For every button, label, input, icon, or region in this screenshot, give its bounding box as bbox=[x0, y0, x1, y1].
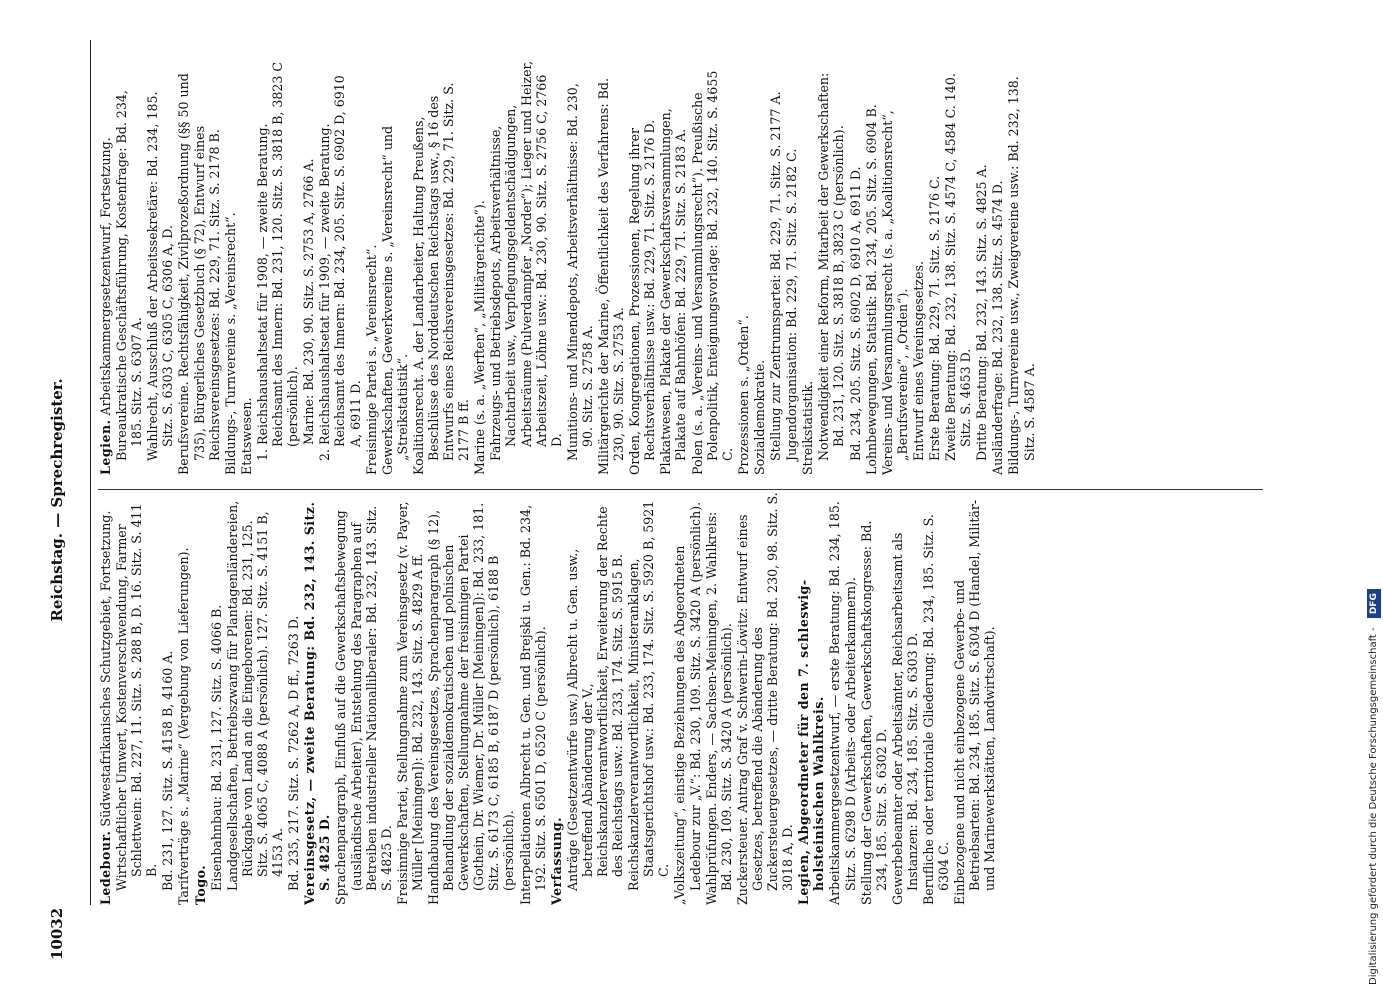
right-column bbox=[98, 60, 1258, 475]
index-entry bbox=[380, 60, 410, 475]
entry-text: Anträge (Gesetzentwürfe usw.) Albrecht u. Gen. usw., betreffend Abänderung der V., Reichskanzlerverantwortlichkeit, Erweiterung der Rechte des Reichstags usw.: Bd. 233, 174. Sitz. S. 5915 B. bbox=[564, 506, 626, 891]
entry-text: Landgesellschaften, Betriebszwang für Plantagenländereien, Rückgabe von Land an die Eingeborenen: Bd. 231, 125. Sitz. S. 4065 C, 4088 A (persönlich). 127. Sitz. S. 4151 B, 4153 A. bbox=[224, 500, 286, 891]
entry-text: Freisinnige Partei, Stellungnahme zum Vereinsgesetz (v. Payer, Müller [Meiningen]): Bd. 232, 143. Sitz. S. 4829 A ff. bbox=[394, 501, 425, 905]
entry-text: Freisinnige Partei s. „Vereinsrecht“. bbox=[363, 244, 379, 475]
index-entry bbox=[565, 60, 595, 475]
index-entry bbox=[859, 490, 889, 905]
entry-text: Etatswesen. bbox=[238, 397, 254, 475]
entry-text: Zweite Beratung: Bd. 232, 138. Sitz. S. 4574 C, 4584 C. 140. Sitz. S. 4653 D. bbox=[943, 73, 974, 461]
entry-heading: Ledebour. bbox=[98, 830, 113, 905]
index-entry bbox=[827, 490, 857, 905]
index-entry bbox=[890, 490, 920, 905]
index-entry bbox=[784, 60, 799, 475]
entry-text: Lohnbewegungen, Statistik: Bd. 234, 205. Sitz. S. 6904 B. bbox=[863, 104, 879, 475]
index-entry bbox=[255, 60, 300, 475]
entry-text: Zuckersteuer. Antrag Graf v. Schwerin-Löwitz: Entwurf eines Gesetzes, betreffend die Abänderung des Zuckersteuergesetzes, — dritte Beratung: Bd. 230, 98. Sitz. S. 3018 A, D. bbox=[734, 492, 796, 905]
index-entry bbox=[672, 490, 702, 905]
index-entry bbox=[98, 60, 113, 475]
index-entry bbox=[864, 60, 879, 475]
index-entry bbox=[301, 60, 316, 475]
entry-text: Dritte Beratung: Bd. 232, 143. Sitz. S. 4825 A. bbox=[974, 164, 990, 461]
entry-text: Reichskanzlerverantwortlichkeit, Ministeranklagen, Staatsgerichtshof usw.: Bd. 233, 174. Sitz. S. 5920 B, 5921 C. bbox=[626, 500, 672, 891]
entry-text: Bd. 234, 205. Sitz. S. 6902 D, 6910 A, 6911 D. bbox=[847, 166, 863, 461]
index-entry bbox=[626, 490, 671, 905]
index-entry bbox=[921, 490, 951, 905]
entry-heading: Verfassung. bbox=[548, 816, 564, 905]
index-entry bbox=[1006, 60, 1036, 475]
entry-text: Bd. 231, 127. Sitz. S. 4158 B, 4160 A. bbox=[160, 650, 176, 891]
entry-text: 1. Reichshaushaltsetat für 1908, — zweite Beratung. Reichsamt des Innern: Bd. 231, 120. Sitz. S. 3818 B, 3823 C (persönlich). bbox=[254, 61, 301, 461]
index-entry bbox=[395, 490, 425, 905]
entry-text: Berufsvereine. Rechtsfähigkeit, Zivilprozeßordnung (§§ 50 und 735), Bürgerliches Gesetzbuch (§ 72), Entwurf eines Reichsvereinsgesetzes: Bd. 229, 71. Sitz. S. 2178 B. bbox=[176, 73, 222, 475]
digitization-credit bbox=[1365, 10, 1383, 985]
index-entry bbox=[736, 60, 751, 475]
index-entry bbox=[596, 60, 626, 475]
column-divider bbox=[98, 489, 1263, 490]
index-entry bbox=[176, 490, 191, 905]
entry-heading: Legien, Abgeordneter für den 7. schleswig-holsteinischen Wahlkreis. bbox=[796, 579, 827, 905]
index-entry bbox=[98, 490, 113, 905]
index-entry bbox=[209, 490, 224, 905]
entry-text: Stellung zur Zentrumspartei: Bd. 229, 71. Sitz. S. 2177 A. bbox=[768, 91, 784, 461]
credit-text: Digitalisierung gefördert durch die Deutsche Forschungsgemeinschaft - bbox=[1368, 627, 1379, 985]
entry-text: Arbeitskammergesetzentwurf, — erste Beratung: Bd. 234, 185. Sitz. S. 6298 D (Arbeits- oder Arbeiterkammern). bbox=[827, 501, 858, 905]
entry-text: Interpellationen Albrecht u. Gen. und Brejski u. Gen.: Bd. 234, 192. Sitz. S. 6501 D, 6520 C (persönlich). bbox=[517, 504, 548, 905]
entry-text: Polen (s. a. „Vereins- und Versammlungsrecht“). Preußische Polenpolitik, Enteignungsvorlage: Bd. 232, 140. Sitz. S. 4655 C. bbox=[689, 70, 735, 475]
header-rule bbox=[90, 40, 91, 905]
entry-text: Tarifverträge s. „Marine“ (Vergebung von Lieferungen). bbox=[176, 547, 192, 905]
page-title: Reichstag. — Sprechregister. bbox=[48, 378, 66, 622]
index-entry bbox=[472, 60, 487, 475]
entry-text: „Volkszeitung“, einstige Beziehungen des Abgeordneten Ledebour zur „V.“: Bd. 230, 109. Sitz. S. 3420 A (persönlich). bbox=[672, 501, 703, 905]
left-column bbox=[98, 490, 1258, 905]
entry-text: Notwendigkeit einer Reform, Mitarbeit der Gewerkschaften: Bd. 231, 120. Sitz. S. 3818 B, 3823 C (persönlich). bbox=[816, 72, 847, 461]
index-entry bbox=[193, 490, 208, 905]
index-entry bbox=[549, 490, 564, 905]
index-entry bbox=[364, 60, 379, 475]
index-entry bbox=[488, 60, 563, 475]
page-number: 10032 bbox=[48, 907, 66, 960]
index-entry bbox=[239, 60, 254, 475]
index-entry bbox=[426, 490, 517, 905]
entry-text: Sozialdemokratie. bbox=[751, 359, 767, 475]
index-entry bbox=[990, 60, 1005, 475]
index-entry bbox=[565, 490, 625, 905]
index-entry bbox=[317, 60, 362, 475]
entry-text: Plakatwesen, Plakate der Gewerkschaftsversammlungen, Plakate auf Bahnhöfen: Bd. 229, 71. Sitz. S. 2183 A. bbox=[658, 108, 689, 475]
index-entry bbox=[880, 60, 910, 475]
entry-text: Bureaukratische Geschäftsführung, Kostenfrage: Bd. 234, 185. Sitz. S. 6307 A. bbox=[114, 90, 145, 461]
entry-text: Handhabung des Vereinsgesetzes, Sprachenparagraph (§ 12), Behandlung der sozialdemokratischen und polnischen Gewerkschaften, Stellungnahme der freisinnigen Partei (Gothein, Dr. Wiemer, Dr. Müller [Meiningen]): Bd. 233, 181. Sitz. S. 6173 C, 6185 B, 6187 D (persönlich), 6188 B (persönlich). bbox=[425, 502, 517, 905]
index-entry bbox=[796, 490, 826, 905]
entry-heading: Legien. bbox=[98, 419, 113, 475]
entry-text: Bildungs-, Turnvereine s. „Vereinsrecht“. bbox=[222, 212, 238, 475]
entry-text: Erste Beratung: Bd. 229, 71. Sitz. S. 2176 C. bbox=[926, 175, 942, 461]
index-entry bbox=[333, 490, 393, 905]
index-entry bbox=[658, 60, 688, 475]
entry-text: Arbeitskammergesetzentwurf, Fortsetzung. bbox=[98, 137, 113, 416]
entry-text: Eisenbahnbau: Bd. 231, 127. Sitz. S. 4066 B. bbox=[208, 604, 224, 891]
entry-text: Sprachenparagraph, Einfluß auf die Gewerkschaftsbewegung (ausländische Arbeiter), Entstehung des Paragraphen auf Betreiben industrieller Nationalliberaler: Bd. 232, 143. Sitz. S. 4825 D. bbox=[333, 505, 394, 905]
entry-text: Vereins- und Versammlungsrecht (s. a. „Koalitionsrecht“, „Berufsvereine“, „Orden“). bbox=[879, 110, 910, 475]
index-entry bbox=[160, 490, 175, 905]
entry-text: Einbezogene und nicht einbezogene Gewerbe- und Betriebsarten: Bd. 234, 185. Sitz. S. 6304 D (Handel, Militär- und Marinewerkstätten, Landwirtschaft). bbox=[952, 499, 998, 905]
entry-text: Fahrzeugs- und Betriebsdepots, Arbeitsverhältnisse, Nachtarbeit usw., Verpflegungsgeldentschädigungen, Arbeitsräume (Pulverdampfer „Norder“); Lieger und Heizer, Arbeitszeit, Löhne usw.: Bd. 230, 90. Sitz. S. 2756 C, 2766 D. bbox=[488, 60, 564, 461]
entry-text: Wirtschaftlicher Umwert, Kostenverschwendung, Farmer Schlettwein: Bd. 227, 11. Sitz. S. 288 B, D. 16. Sitz. S. 411 B. bbox=[114, 503, 160, 891]
entry-text: Bildungs-, Turnvereine usw., Zweigvereine usw.: Bd. 232, 138. Sitz. S. 4587 A. bbox=[1006, 76, 1037, 475]
index-entry bbox=[768, 60, 783, 475]
entry-heading: Vereinsgesetz, — zweite Beratung: Bd. 232, 143. Sitz. S. 4825 D. bbox=[302, 501, 333, 905]
index-entry bbox=[411, 60, 471, 475]
index-entry bbox=[114, 60, 144, 475]
index-entry bbox=[145, 60, 175, 475]
entry-text: Wahlrecht, Ausschluß der Arbeitssekretäre: Bd. 234, 185. Sitz. S. 6303 C, 6305 C, 6306 A, D. bbox=[145, 91, 176, 461]
index-entry bbox=[225, 490, 285, 905]
index-entry bbox=[302, 490, 332, 905]
entry-text: Stellung der Gewerkschaften, Gewerkschaftskongresse: Bd. 234, 185. Sitz. S. 6302 D. bbox=[858, 520, 889, 905]
index-entry bbox=[627, 60, 657, 475]
index-entry bbox=[848, 60, 863, 475]
entry-text: Militärgerichte der Marine, Öffentlichkeit des Verfahrens: Bd. 230, 90. Sitz. S. 2753 A. bbox=[596, 78, 627, 475]
entry-text: Gewerkschaften, Gewerkvereine s. „Vereinsrecht“ und „Streikstatistik“. bbox=[379, 125, 410, 475]
index-entry bbox=[223, 60, 238, 475]
index-entry bbox=[704, 490, 734, 905]
index-entry bbox=[518, 490, 548, 905]
entry-heading: Togo. bbox=[192, 864, 208, 905]
dfg-logo: DFG bbox=[1367, 589, 1381, 618]
entry-text: Jugendorganisation: Bd. 229, 71. Sitz. S. 2182 C. bbox=[784, 148, 800, 461]
entry-text: Wahlprüfungen. Enders, — Sachsen-Meiningen, 2. Wahlkreis: Bd. 230, 109. Sitz. S. 3420 A (persönlich). bbox=[703, 511, 734, 905]
entry-text: 2. Reichshaushaltsetat für 1909, — zweite Beratung. Reichsamt des Innern: Bd. 234, 205. Sitz. S. 6902 D, 6910 A, 6911 D. bbox=[317, 75, 363, 461]
entry-text: Berufliche oder territoriale Gliederung: Bd. 234, 185. Sitz. S. 6304 C. bbox=[920, 514, 952, 905]
entry-text: Prozessionen s. „Orden“. bbox=[735, 315, 751, 475]
index-entry bbox=[943, 60, 973, 475]
index-entry bbox=[286, 490, 301, 905]
entry-text: Marine (s. a. „Werften“, „Militärgerichte“). bbox=[472, 200, 488, 475]
index-entry bbox=[752, 60, 767, 475]
index-entry bbox=[927, 60, 942, 475]
index-entry bbox=[911, 60, 926, 475]
entry-text: Marine: Bd. 230, 90. Sitz. S. 2753 A, 2766 A. bbox=[301, 158, 317, 445]
index-entry bbox=[735, 490, 795, 905]
entry-text: Entwurf eines Vereinsgesetzes. bbox=[910, 261, 926, 461]
index-entry bbox=[974, 60, 989, 475]
entry-text: Südwestafrikanisches Schutzgebiet, Fortsetzung. bbox=[98, 510, 113, 827]
index-entry bbox=[690, 60, 735, 475]
entry-text: Ausländerfrage: Bd. 232, 138. Sitz. S. 4574 D. bbox=[990, 180, 1006, 475]
index-entry bbox=[800, 60, 815, 475]
entry-text: Koalitionsrecht. A. der Landarbeiter, Haltung Preußens, Beschlüsse des Norddeutschen Reichstags usw., § 16 des Entwurfs eines Reichsvereinsgesetzes: Bd. 229, 71. Sitz. S. 2177 B ff. bbox=[410, 82, 472, 475]
index-entry bbox=[816, 60, 846, 475]
index-entry bbox=[114, 490, 159, 905]
entry-text: Bd. 235, 217. Sitz. S. 7262 A, D ff., 7263 D. bbox=[286, 615, 302, 891]
entry-text: Gewerbebeamter oder Arbeitsämter, Reichsarbeitsamt als Instanzen: Bd. 234, 185. Sitz. S. 6303 D. bbox=[889, 532, 920, 905]
index-entry bbox=[952, 490, 997, 905]
index-entry bbox=[176, 60, 221, 475]
entry-text: Streikstatistik. bbox=[800, 380, 816, 475]
entry-text: Orden, Kongregationen, Prozessionen, Regelung ihrer Rechtsverhältnisse usw.: Bd. 229, 71. Sitz. S. 2176 D. bbox=[627, 119, 658, 475]
entry-text: Munitions- und Minendepots, Arbeitsverhältnisse: Bd. 230, 90. Sitz. S. 2758 A. bbox=[564, 83, 595, 461]
